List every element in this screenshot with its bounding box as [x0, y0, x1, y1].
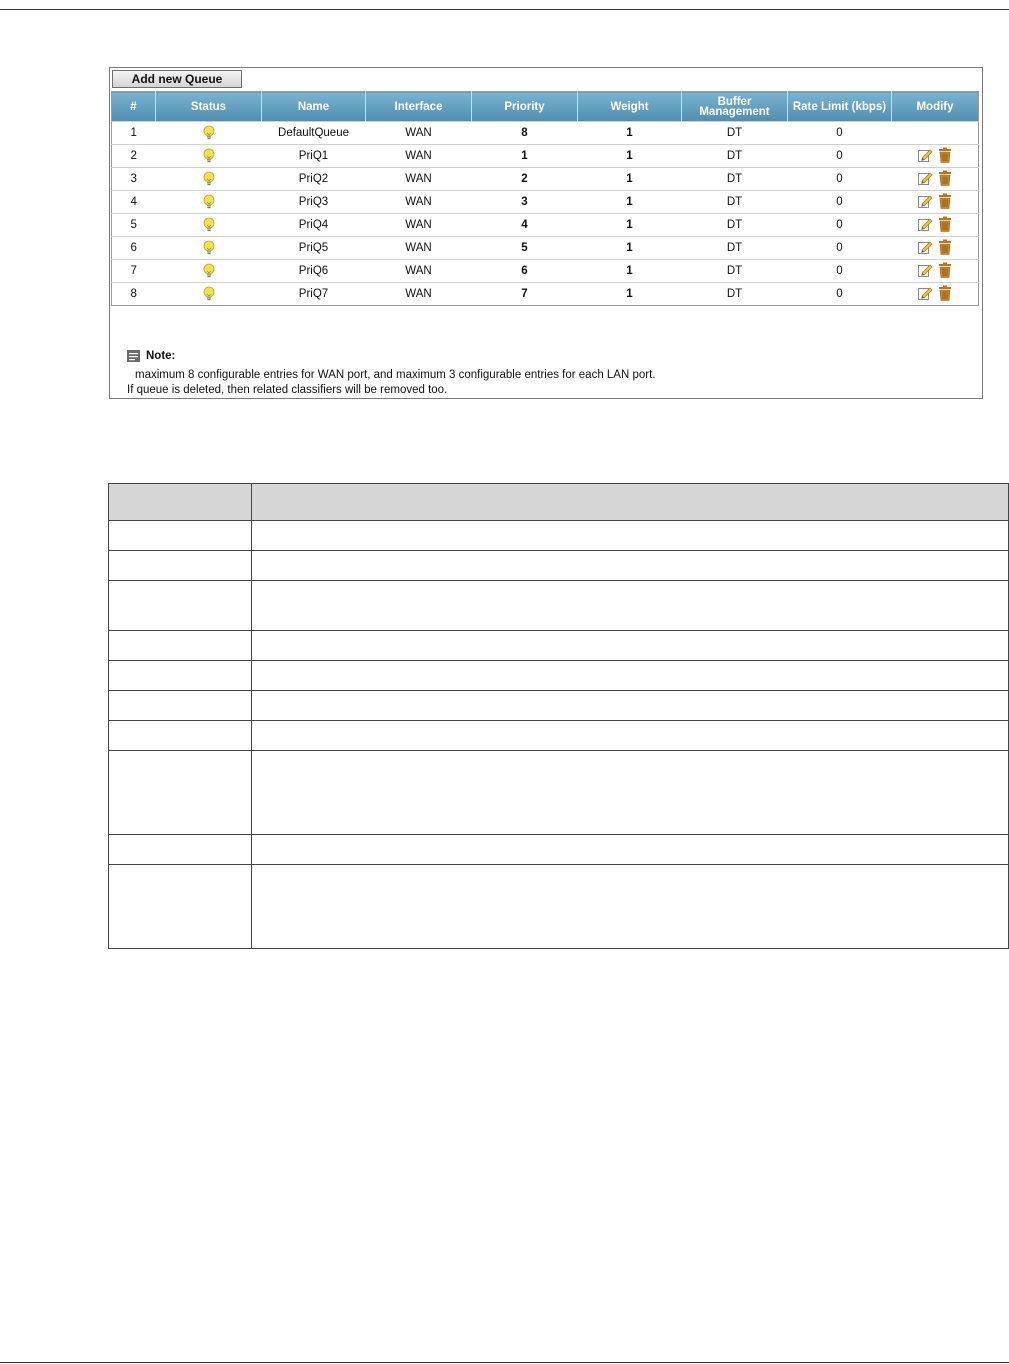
lightbulb-icon	[202, 171, 216, 187]
queue-priority: 4	[472, 214, 578, 237]
queue-priority: 2	[472, 168, 578, 191]
queue-buffer-management: DT	[682, 168, 788, 191]
queue-rate-limit: 0	[788, 237, 892, 260]
queue-buffer-management: DT	[682, 122, 788, 145]
queue-interface: WAN	[366, 168, 472, 191]
trash-icon[interactable]	[937, 193, 953, 209]
queue-priority: 6	[472, 260, 578, 283]
queue-name: PriQ2	[262, 168, 366, 191]
description-row	[109, 521, 1009, 551]
queue-rate-limit: 0	[788, 122, 892, 145]
description-row	[109, 751, 1009, 835]
queue-status	[156, 122, 262, 145]
queue-rate-limit: 0	[788, 191, 892, 214]
col-header-priority: Priority	[472, 92, 578, 122]
col-header-weight: Weight	[578, 92, 682, 122]
queue-rate-limit: 0	[788, 145, 892, 168]
edit-icon[interactable]	[917, 285, 933, 301]
trash-icon[interactable]	[937, 147, 953, 163]
queue-status	[156, 191, 262, 214]
queue-rate-limit: 0	[788, 214, 892, 237]
queue-row	[112, 168, 979, 191]
queue-status	[156, 145, 262, 168]
lightbulb-icon	[202, 217, 216, 233]
queue-number: 4	[112, 191, 156, 214]
queue-status	[156, 237, 262, 260]
lightbulb-icon	[202, 263, 216, 279]
col-header-buffer-management: Buffer Management	[682, 92, 788, 122]
queue-modify	[892, 122, 979, 145]
queue-buffer-management: DT	[682, 283, 788, 306]
lightbulb-icon	[202, 125, 216, 141]
queue-buffer-management: DT	[682, 214, 788, 237]
col-header-interface: Interface	[366, 92, 472, 122]
note-title: Note:	[146, 350, 176, 362]
queue-rate-limit: 0	[788, 168, 892, 191]
queue-interface: WAN	[366, 145, 472, 168]
col-header-name: Name	[262, 92, 366, 122]
queue-row	[112, 191, 979, 214]
queue-number: 3	[112, 168, 156, 191]
description-table-header	[109, 484, 1009, 521]
queue-table	[111, 91, 979, 306]
queue-number: 8	[112, 283, 156, 306]
description-row	[109, 721, 1009, 751]
queue-interface: WAN	[366, 260, 472, 283]
edit-icon[interactable]	[917, 216, 933, 232]
queue-name: DefaultQueue	[262, 122, 366, 145]
queue-table-body	[112, 122, 979, 306]
queue-number: 5	[112, 214, 156, 237]
edit-icon[interactable]	[917, 262, 933, 278]
queue-buffer-management: DT	[682, 237, 788, 260]
col-header-modify: Modify	[892, 92, 979, 122]
description-row	[109, 551, 1009, 581]
queue-number: 2	[112, 145, 156, 168]
lightbulb-icon	[202, 194, 216, 210]
queue-row	[112, 145, 979, 168]
queue-weight: 1	[578, 214, 682, 237]
queue-row	[112, 122, 979, 145]
queue-weight: 1	[578, 260, 682, 283]
trash-icon[interactable]	[937, 239, 953, 255]
col-header-number: #	[112, 92, 156, 122]
queue-modify	[892, 237, 979, 260]
queue-priority: 5	[472, 237, 578, 260]
edit-icon[interactable]	[917, 193, 933, 209]
queue-row	[112, 237, 979, 260]
queue-name: PriQ3	[262, 191, 366, 214]
lightbulb-icon	[202, 148, 216, 164]
queue-buffer-management: DT	[682, 191, 788, 214]
queue-priority: 3	[472, 191, 578, 214]
description-row	[109, 581, 1009, 631]
queue-interface: WAN	[366, 191, 472, 214]
queue-rate-limit: 0	[788, 283, 892, 306]
queue-modify	[892, 191, 979, 214]
queue-modify	[892, 168, 979, 191]
description-row	[109, 661, 1009, 691]
col-header-rate-limit: Rate Limit (kbps)	[788, 92, 892, 122]
queue-row	[112, 260, 979, 283]
queue-weight: 1	[578, 122, 682, 145]
queue-weight: 1	[578, 168, 682, 191]
queue-row	[112, 214, 979, 237]
trash-icon[interactable]	[937, 216, 953, 232]
note-line-2: If queue is deleted, then related classifiers will be removed too.	[127, 384, 448, 396]
queue-name: PriQ6	[262, 260, 366, 283]
queue-weight: 1	[578, 145, 682, 168]
queue-status	[156, 260, 262, 283]
queue-name: PriQ1	[262, 145, 366, 168]
note-heading	[126, 349, 175, 363]
col-header-status: Status	[156, 92, 262, 122]
queue-modify	[892, 260, 979, 283]
queue-number: 7	[112, 260, 156, 283]
note-icon	[126, 349, 141, 363]
queue-status	[156, 168, 262, 191]
trash-icon[interactable]	[937, 262, 953, 278]
queue-interface: WAN	[366, 122, 472, 145]
queue-table-header	[112, 92, 979, 122]
edit-icon[interactable]	[917, 147, 933, 163]
description-table	[108, 483, 1009, 949]
queue-number: 6	[112, 237, 156, 260]
queue-priority: 7	[472, 283, 578, 306]
queue-buffer-management: DT	[682, 145, 788, 168]
queue-interface: WAN	[366, 283, 472, 306]
queue-status	[156, 214, 262, 237]
page-bottom-rule	[0, 1362, 1009, 1363]
trash-icon[interactable]	[937, 170, 953, 186]
queue-status	[156, 283, 262, 306]
queue-weight: 1	[578, 237, 682, 260]
queue-name: PriQ4	[262, 214, 366, 237]
queue-interface: WAN	[366, 214, 472, 237]
queue-name: PriQ5	[262, 237, 366, 260]
edit-icon[interactable]	[917, 170, 933, 186]
add-new-queue-button[interactable]: Add new Queue	[112, 70, 242, 88]
description-row	[109, 865, 1009, 949]
queue-setup-panel	[109, 67, 983, 399]
queue-row	[112, 283, 979, 306]
description-row	[109, 631, 1009, 661]
lightbulb-icon	[202, 240, 216, 256]
queue-modify	[892, 283, 979, 306]
queue-modify	[892, 145, 979, 168]
queue-weight: 1	[578, 191, 682, 214]
queue-number: 1	[112, 122, 156, 145]
queue-rate-limit: 0	[788, 260, 892, 283]
queue-name: PriQ7	[262, 283, 366, 306]
lightbulb-icon	[202, 286, 216, 302]
queue-priority: 1	[472, 145, 578, 168]
queue-weight: 1	[578, 283, 682, 306]
description-row	[109, 835, 1009, 865]
note-line-1: maximum 8 configurable entries for WAN port, and maximum 3 configurable entries for each LAN port.	[135, 369, 656, 381]
queue-buffer-management: DT	[682, 260, 788, 283]
page-top-rule	[0, 9, 1009, 10]
queue-priority: 8	[472, 122, 578, 145]
trash-icon[interactable]	[937, 285, 953, 301]
description-row	[109, 691, 1009, 721]
edit-icon[interactable]	[917, 239, 933, 255]
queue-modify	[892, 214, 979, 237]
queue-interface: WAN	[366, 237, 472, 260]
